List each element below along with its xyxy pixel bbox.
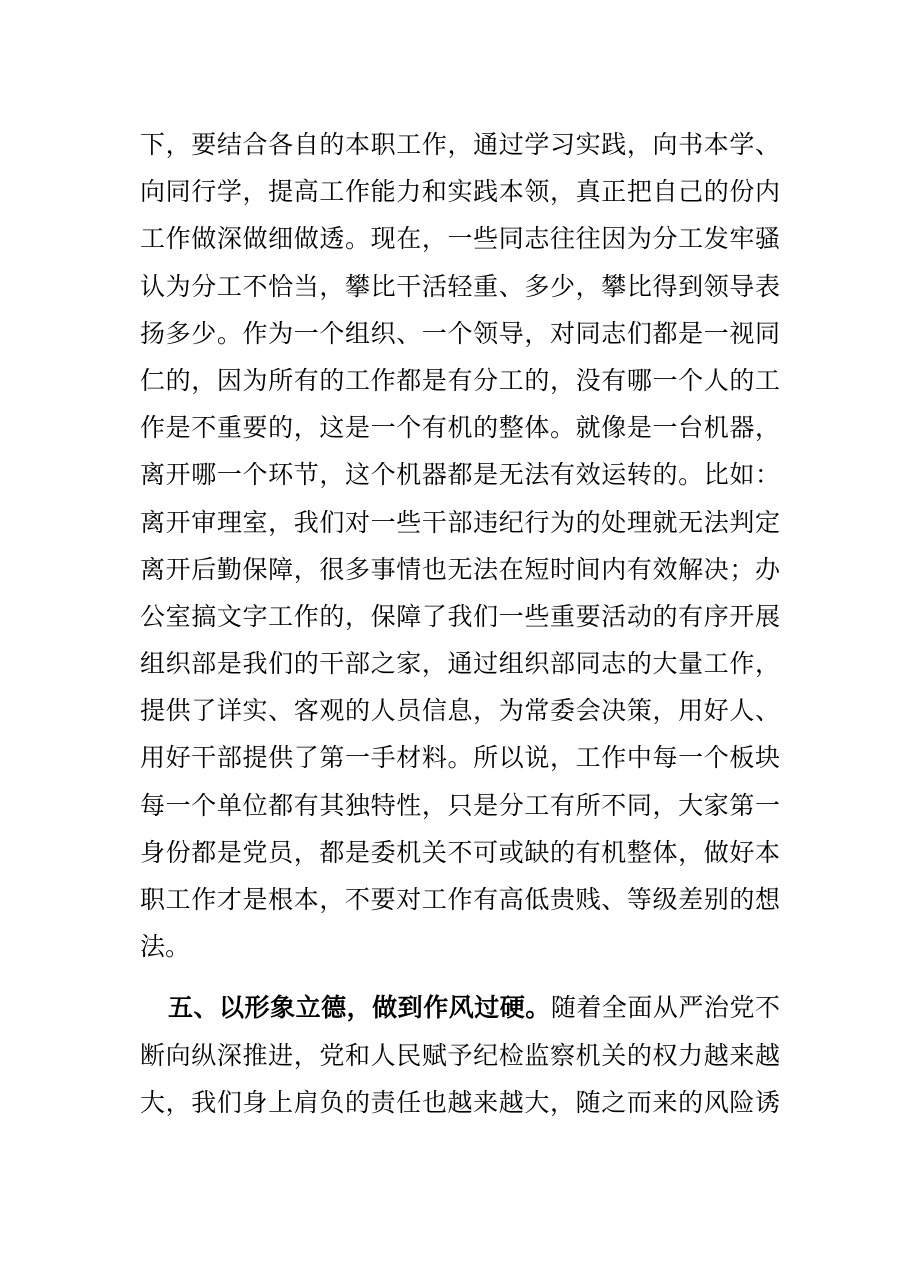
text-line: 扬多少。作为一个组织、一个领导，对同志们都是一视同	[140, 318, 780, 348]
text-line: 身份都是党员，都是委机关不可或缺的有机整体，做好本	[140, 837, 780, 867]
text-line: 法。	[140, 932, 191, 962]
text-line: 下，要结合各自的本职工作，通过学习实践，向书本学、	[140, 130, 780, 159]
text-line: 作是不重要的，这是一个有机的整体。就像是一台机器，	[140, 413, 780, 443]
paragraph-spacing	[140, 970, 780, 984]
text-line: 用好干部提供了第一手材料。所以说，工作中每一个板块	[140, 743, 780, 773]
body-text	[140, 121, 780, 1126]
text-line: 公室搞文字工作的，保障了我们一些重要活动的有序开展	[140, 601, 780, 631]
text-line: 组织部是我们的干部之家，通过组织部同志的大量工作，	[140, 649, 780, 679]
text-line: 每一个单位都有其独特性，只是分工有所不同，大家第一	[140, 790, 780, 820]
text-line: 职工作才是根本，不要对工作有高低贵贱、等级差别的想	[140, 885, 780, 914]
text-line: 离开审理室，我们对一些干部违纪行为的处理就无法判定	[140, 507, 780, 537]
paragraph-2	[140, 984, 780, 1126]
text-line: 仁的，因为所有的工作都是有分工的，没有哪一个人的工	[140, 365, 780, 395]
text-line: 工作做深做细做透。现在，一些同志往往因为分工发牢骚	[140, 224, 780, 254]
text-line: 向同行学，提高工作能力和实践本领，真正把自己的份内	[140, 177, 780, 207]
text-line: 提供了详实、客观的人员信息，为常委会决策，用好人、	[140, 696, 780, 726]
text-line: 断向纵深推进，党和人民赋予纪检监察机关的权力越来越	[140, 1040, 780, 1070]
paragraph-1	[140, 121, 780, 970]
text-line: 离开后勤保障，很多事情也无法在短时间内有效解决；办	[140, 554, 780, 584]
text-run: 随着全面从严治党不	[550, 993, 780, 1023]
section-heading: 五、以形象立德，做到作风过硬。	[168, 993, 551, 1023]
text-line: 大，我们身上肩负的责任也越来越大，随之而来的风险诱	[140, 1087, 780, 1117]
text-line: 认为分工不恰当，攀比干活轻重、多少，攀比得到领导表	[140, 271, 780, 301]
text-line: 离开哪一个环节，这个机器都是无法有效运转的。比如：	[140, 460, 780, 490]
text-line-with-heading	[140, 984, 780, 1031]
